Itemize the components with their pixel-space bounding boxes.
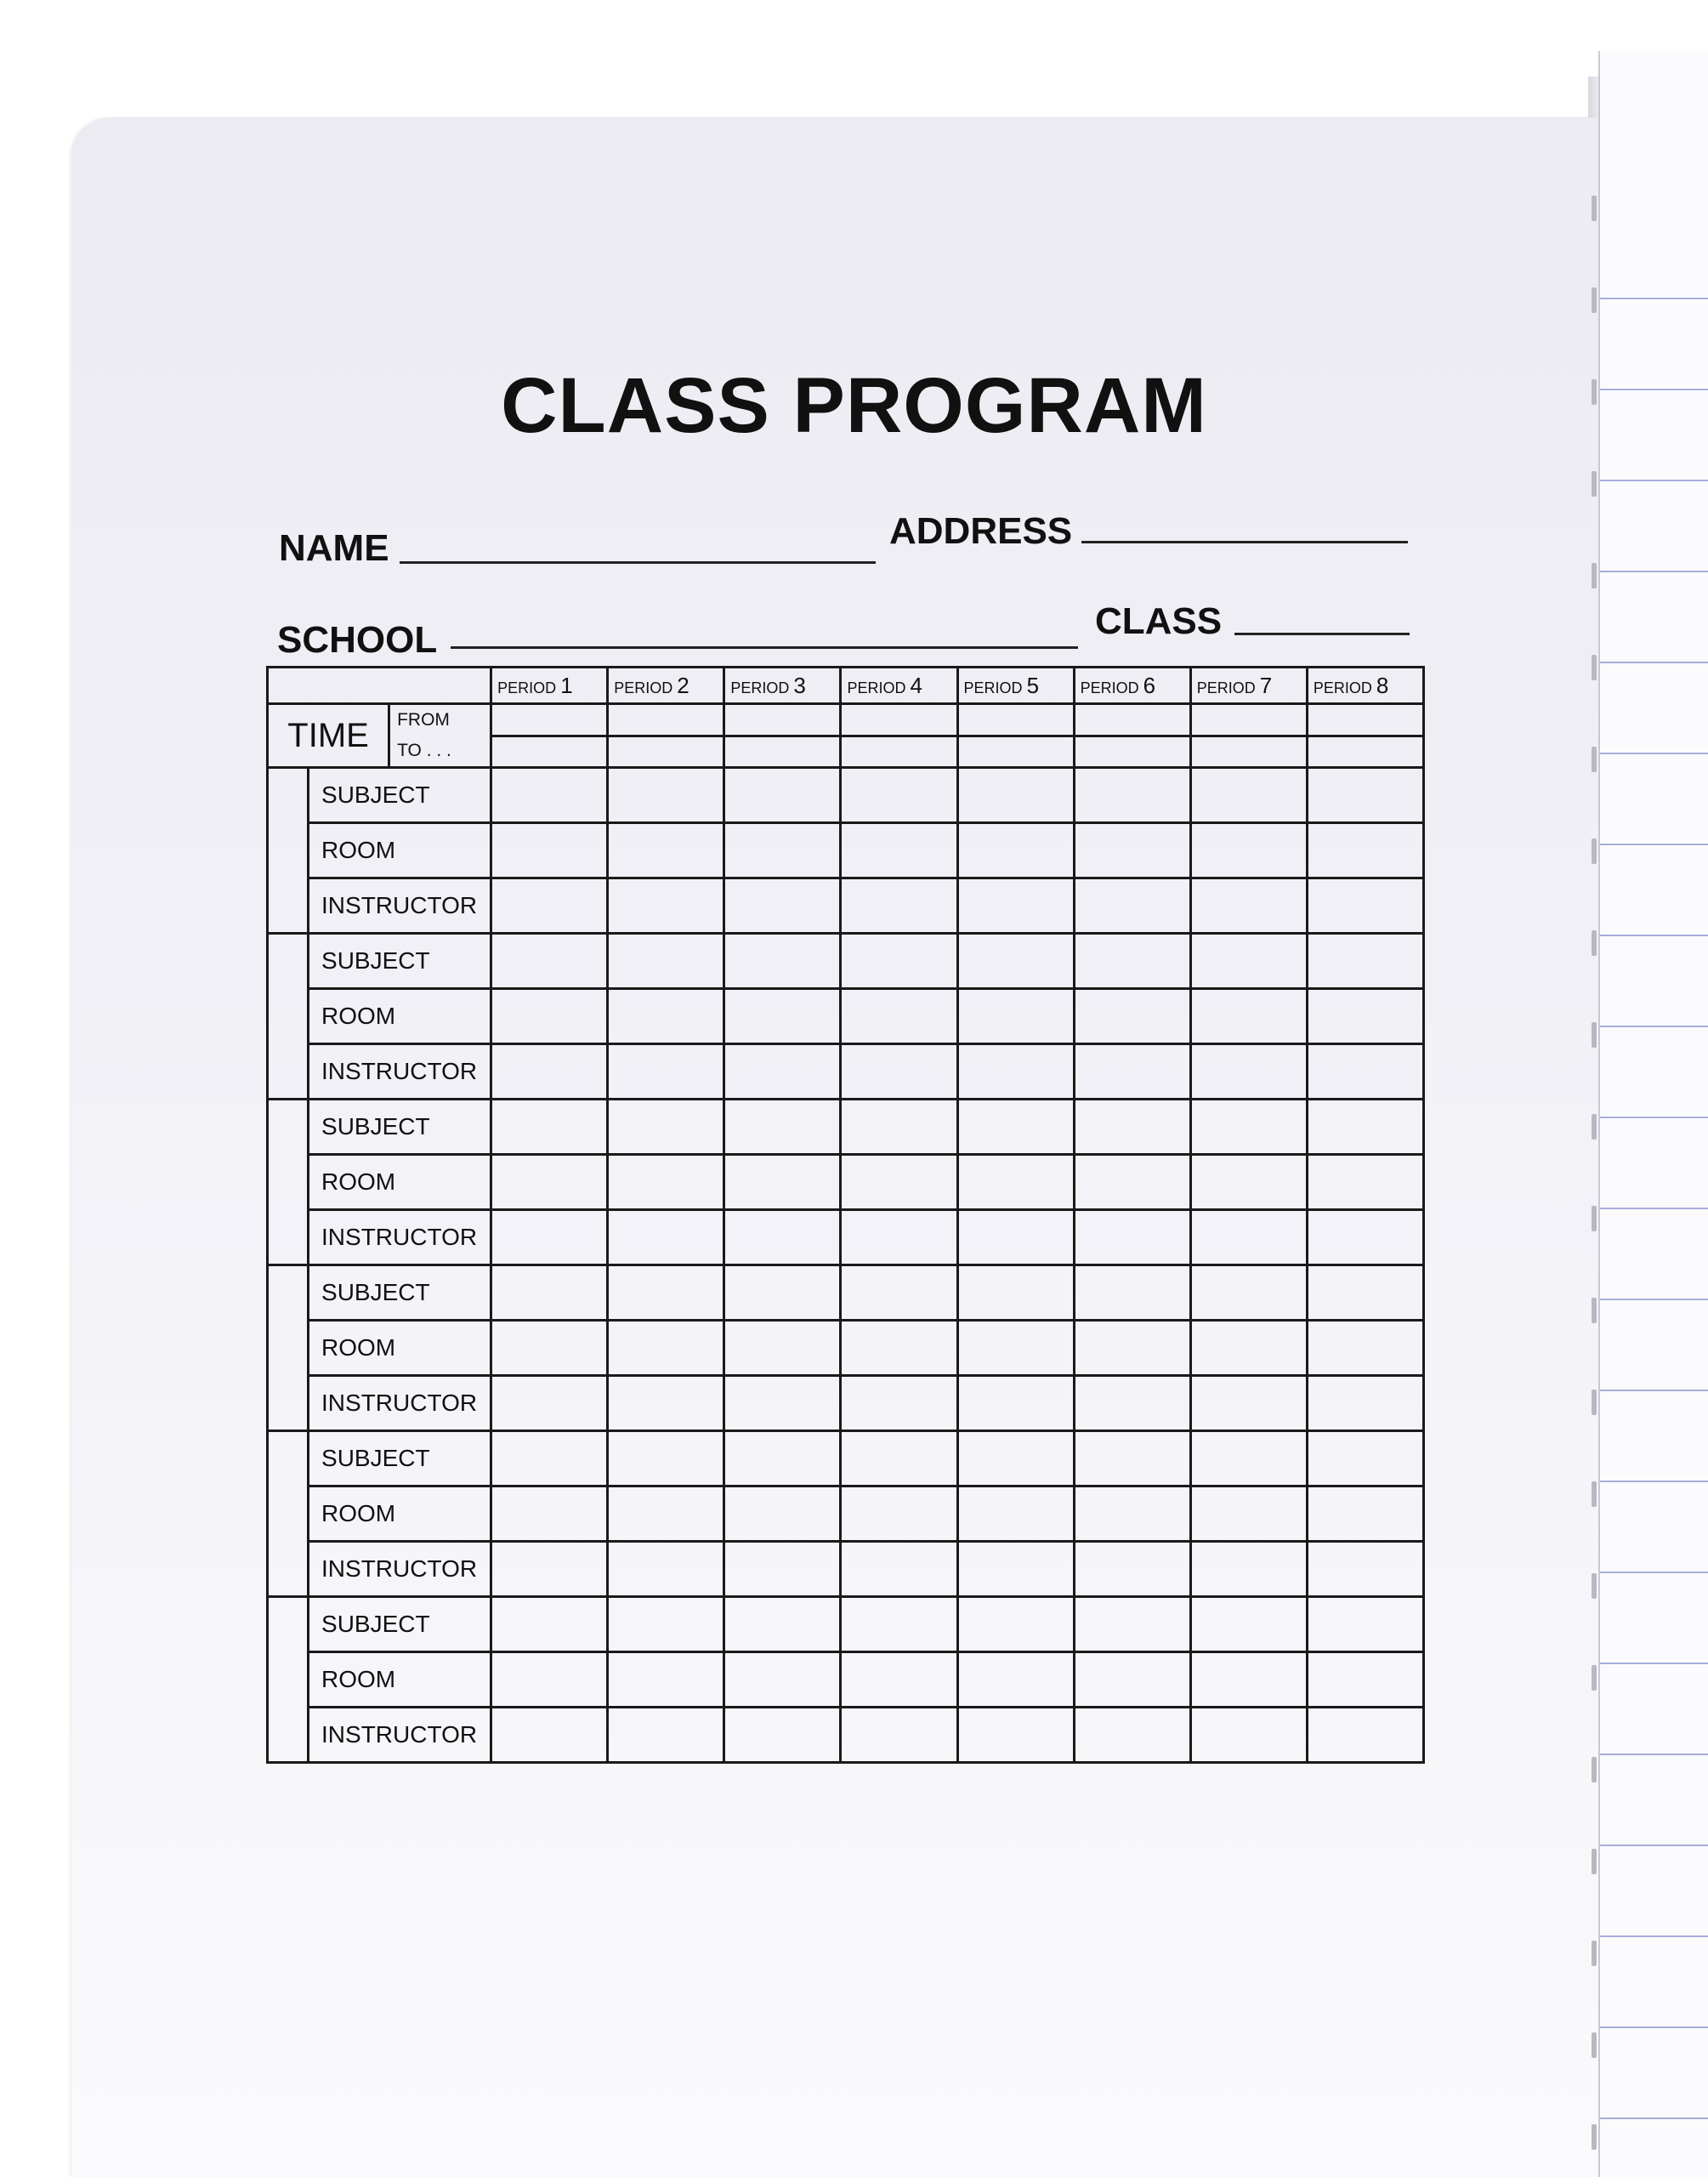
- period-number: 3: [793, 672, 806, 698]
- schedule-row: [268, 1321, 1424, 1376]
- schedule-cell[interactable]: [1074, 1708, 1190, 1763]
- spine-stitch: [1592, 1849, 1597, 1874]
- day-label-monday: [268, 768, 309, 934]
- schedule-cell[interactable]: [1074, 1431, 1190, 1486]
- ruled-line: [1600, 1208, 1708, 1209]
- schedule-cell[interactable]: [841, 1708, 957, 1763]
- spine-stitch: [1592, 1757, 1597, 1782]
- schedule-cell[interactable]: [724, 1431, 841, 1486]
- name-label: NAME: [279, 527, 389, 569]
- row-label-subject: SUBJECT: [309, 1100, 491, 1155]
- spine-stitch: [1592, 1298, 1597, 1323]
- schedule-cell[interactable]: [1307, 768, 1423, 823]
- day-label-wednesday: [268, 1100, 309, 1265]
- schedule-cell[interactable]: [957, 1376, 1074, 1431]
- schedule-cell[interactable]: [1074, 1321, 1190, 1376]
- ruled-line: [1600, 480, 1708, 481]
- schedule-cell[interactable]: [1307, 1431, 1423, 1486]
- period-label: PERIOD: [730, 679, 790, 696]
- schedule-cell[interactable]: [608, 1210, 724, 1265]
- schedule-cell[interactable]: [841, 1376, 957, 1431]
- spine-stitch: [1592, 1114, 1597, 1140]
- period-header-8: [1307, 668, 1423, 704]
- schedule-cell[interactable]: [841, 1542, 957, 1597]
- ruled-line: [1600, 2117, 1708, 2119]
- period-label: PERIOD: [1196, 679, 1256, 696]
- schedule-cell[interactable]: [491, 1100, 608, 1155]
- ruled-line: [1600, 1754, 1708, 1755]
- time-to-cell-5[interactable]: [957, 736, 1074, 768]
- schedule-cell[interactable]: [724, 878, 841, 934]
- schedule-cell[interactable]: [608, 1486, 724, 1542]
- ruled-line: [1600, 1935, 1708, 1937]
- row-label-subject: SUBJECT: [309, 1265, 491, 1321]
- schedule-cell[interactable]: [608, 1265, 724, 1321]
- schedule-cell[interactable]: [608, 1597, 724, 1652]
- spine-stitch: [1592, 1390, 1597, 1415]
- schedule-cell[interactable]: [957, 1431, 1074, 1486]
- period-number: 8: [1376, 672, 1389, 698]
- schedule-cell[interactable]: [957, 1044, 1074, 1100]
- schedule-cell[interactable]: [841, 823, 957, 878]
- row-label-room: ROOM: [309, 989, 491, 1044]
- schedule-cell[interactable]: [608, 1542, 724, 1597]
- schedule-cell[interactable]: [608, 1321, 724, 1376]
- schedule-cell[interactable]: [491, 1542, 608, 1597]
- to-label: TO . . .: [397, 741, 451, 760]
- time-from-cell-4[interactable]: [841, 704, 957, 736]
- row-label-instructor: INSTRUCTOR: [309, 1376, 491, 1431]
- ruled-line: [1600, 2026, 1708, 2028]
- schedule-row: [268, 989, 1424, 1044]
- schedule-cell[interactable]: [1074, 1100, 1190, 1155]
- ruled-line: [1600, 1844, 1708, 1846]
- schedule-cell[interactable]: [491, 1376, 608, 1431]
- schedule-cell[interactable]: [1190, 1597, 1307, 1652]
- schedule-cell[interactable]: [1074, 1652, 1190, 1708]
- schedule-cell[interactable]: [491, 1321, 608, 1376]
- schedule-cell[interactable]: [1307, 1652, 1423, 1708]
- period-header-4: [841, 668, 957, 704]
- address-label: ADDRESS: [889, 510, 1073, 552]
- row-label-room: ROOM: [309, 1155, 491, 1210]
- time-from-cell-3[interactable]: [724, 704, 841, 736]
- schedule-cell[interactable]: [1074, 989, 1190, 1044]
- schedule-row: [268, 1376, 1424, 1431]
- header-corner: [268, 668, 491, 704]
- schedule-cell[interactable]: [957, 823, 1074, 878]
- schedule-row: [268, 1542, 1424, 1597]
- schedule-cell[interactable]: [724, 1652, 841, 1708]
- schedule-cell[interactable]: [608, 934, 724, 989]
- schedule-cell[interactable]: [957, 1155, 1074, 1210]
- schedule-cell[interactable]: [841, 768, 957, 823]
- schedule-cell[interactable]: [841, 1155, 957, 1210]
- schedule-cell[interactable]: [608, 989, 724, 1044]
- schedule-row: [268, 1155, 1424, 1210]
- spine-stitch: [1592, 379, 1597, 405]
- schedule-cell[interactable]: [1307, 1155, 1423, 1210]
- schedule-cell[interactable]: [957, 1100, 1074, 1155]
- schedule-cell[interactable]: [724, 1376, 841, 1431]
- period-label: PERIOD: [963, 679, 1023, 696]
- schedule-cell[interactable]: [491, 1155, 608, 1210]
- schedule-cell[interactable]: [724, 1100, 841, 1155]
- period-header-2: [608, 668, 724, 704]
- schedule-cell[interactable]: [957, 1597, 1074, 1652]
- schedule-row: [268, 878, 1424, 934]
- schedule-cell[interactable]: [724, 768, 841, 823]
- period-label: PERIOD: [1080, 679, 1139, 696]
- schedule-cell[interactable]: [1307, 1486, 1423, 1542]
- row-label-subject: SUBJECT: [309, 934, 491, 989]
- row-label-room: ROOM: [309, 1486, 491, 1542]
- schedule-cell[interactable]: [1074, 1210, 1190, 1265]
- period-label: PERIOD: [847, 679, 906, 696]
- schedule-cell[interactable]: [841, 1044, 957, 1100]
- ruled-line: [1600, 1481, 1708, 1482]
- schedule-cell[interactable]: [1190, 1321, 1307, 1376]
- schedule-cell[interactable]: [1190, 1210, 1307, 1265]
- page-title: CLASS PROGRAM: [501, 362, 1207, 449]
- schedule-cell[interactable]: [1307, 1376, 1423, 1431]
- schedule-cell[interactable]: [957, 934, 1074, 989]
- time-from-cell-8[interactable]: [1307, 704, 1423, 736]
- name-field[interactable]: [400, 561, 876, 564]
- schedule-row: [268, 1100, 1424, 1155]
- schedule-cell[interactable]: [608, 1652, 724, 1708]
- schedule-cell[interactable]: [1074, 823, 1190, 878]
- class-field[interactable]: [1234, 633, 1410, 635]
- schedule-cell[interactable]: [1074, 1155, 1190, 1210]
- spine-stitch: [1592, 563, 1597, 588]
- spine-stitch: [1592, 2032, 1597, 2058]
- row-label-instructor: INSTRUCTOR: [309, 878, 491, 934]
- row-label-room: ROOM: [309, 1321, 491, 1376]
- schedule-cell[interactable]: [1190, 1100, 1307, 1155]
- row-label-instructor: INSTRUCTOR: [309, 1044, 491, 1100]
- schedule-cell[interactable]: [841, 1486, 957, 1542]
- schedule-row: [268, 1597, 1424, 1652]
- period-header-5: [957, 668, 1074, 704]
- row-label-instructor: INSTRUCTOR: [309, 1708, 491, 1763]
- schedule-cell[interactable]: [724, 823, 841, 878]
- schedule-cell[interactable]: [841, 878, 957, 934]
- schedule-cell[interactable]: [1190, 989, 1307, 1044]
- schedule-cell[interactable]: [841, 934, 957, 989]
- period-header-7: [1190, 668, 1307, 704]
- spine-stitch: [1592, 655, 1597, 680]
- ruled-line: [1600, 844, 1708, 845]
- spine-stitch: [1592, 747, 1597, 772]
- period-header-3: [724, 668, 841, 704]
- from-to-labels: [389, 704, 491, 768]
- period-number: 7: [1259, 672, 1273, 698]
- time-to-cell-6[interactable]: [1074, 736, 1190, 768]
- ruled-line: [1600, 571, 1708, 572]
- schedule-row: [268, 1431, 1424, 1486]
- spine-stitch: [1592, 471, 1597, 497]
- row-label-instructor: INSTRUCTOR: [309, 1542, 491, 1597]
- ruled-line: [1600, 298, 1708, 299]
- schedule-cell[interactable]: [724, 1155, 841, 1210]
- schedule-cell[interactable]: [1190, 1652, 1307, 1708]
- period-number: 5: [1026, 672, 1040, 698]
- period-label: PERIOD: [497, 679, 557, 696]
- schedule-cell[interactable]: [491, 1044, 608, 1100]
- period-header-6: [1074, 668, 1190, 704]
- time-label: TIME: [268, 704, 389, 768]
- schedule-cell[interactable]: [1190, 1044, 1307, 1100]
- ruled-line: [1600, 935, 1708, 936]
- schedule-cell[interactable]: [724, 1044, 841, 1100]
- schedule-cell[interactable]: [724, 1597, 841, 1652]
- schedule-cell[interactable]: [1074, 878, 1190, 934]
- schedule-cell[interactable]: [608, 1708, 724, 1763]
- class-label: CLASS: [1095, 600, 1223, 642]
- schedule-cell[interactable]: [608, 1044, 724, 1100]
- school-label: SCHOOL: [277, 619, 438, 661]
- schedule-cell[interactable]: [1307, 823, 1423, 878]
- schedule-cell[interactable]: [957, 989, 1074, 1044]
- schedule-cell[interactable]: [1074, 1542, 1190, 1597]
- schedule-cell[interactable]: [957, 1652, 1074, 1708]
- schedule-cell[interactable]: [1190, 1265, 1307, 1321]
- ruled-line: [1600, 662, 1708, 663]
- schedule-row: [268, 1708, 1424, 1763]
- schedule-cell[interactable]: [491, 1597, 608, 1652]
- schedule-cell[interactable]: [1307, 1265, 1423, 1321]
- time-from-cell-1[interactable]: [491, 704, 608, 736]
- class-program-table: [266, 666, 1425, 1764]
- schedule-cell[interactable]: [1307, 1542, 1423, 1597]
- period-number: 6: [1143, 672, 1156, 698]
- schedule-cell[interactable]: [491, 1708, 608, 1763]
- schedule-cell[interactable]: [841, 1597, 957, 1652]
- spine-stitch: [1592, 1481, 1597, 1507]
- schedule-row: [268, 1210, 1424, 1265]
- schedule-cell[interactable]: [1190, 1376, 1307, 1431]
- time-to-cell-1[interactable]: [491, 736, 608, 768]
- period-header-row: [268, 668, 1424, 704]
- schedule-cell[interactable]: [724, 1321, 841, 1376]
- schedule-row: [268, 768, 1424, 823]
- schedule-cell[interactable]: [1074, 1265, 1190, 1321]
- schedule-cell[interactable]: [1307, 1321, 1423, 1376]
- time-from-cell-5[interactable]: [957, 704, 1074, 736]
- schedule-cell[interactable]: [491, 934, 608, 989]
- schedule-row: [268, 1265, 1424, 1321]
- schedule-cell[interactable]: [724, 1210, 841, 1265]
- spine-stitch: [1592, 1022, 1597, 1048]
- time-to-cell-8[interactable]: [1307, 736, 1423, 768]
- schedule-cell[interactable]: [1190, 768, 1307, 823]
- schedule-cell[interactable]: [841, 1321, 957, 1376]
- schedule-cell[interactable]: [1074, 1486, 1190, 1542]
- schedule-cell[interactable]: [1307, 1100, 1423, 1155]
- schedule-cell[interactable]: [491, 1652, 608, 1708]
- ruled-line: [1600, 1026, 1708, 1027]
- schedule-cell[interactable]: [1190, 1708, 1307, 1763]
- schedule-cell[interactable]: [1190, 934, 1307, 989]
- schedule-row: [268, 1044, 1424, 1100]
- spine-stitch: [1592, 1665, 1597, 1691]
- spine-stitch: [1592, 287, 1597, 313]
- schedule-cell[interactable]: [1307, 1708, 1423, 1763]
- ruled-line: [1600, 1390, 1708, 1391]
- schedule-cell[interactable]: [957, 1542, 1074, 1597]
- day-label-tuesday: [268, 934, 309, 1100]
- ruled-line: [1600, 1299, 1708, 1300]
- ruled-line: [1600, 1663, 1708, 1664]
- row-label-room: ROOM: [309, 823, 491, 878]
- spine-stitch: [1592, 930, 1597, 956]
- spine-stitch: [1592, 1206, 1597, 1231]
- schedule-cell[interactable]: [1190, 878, 1307, 934]
- row-label-subject: SUBJECT: [309, 1431, 491, 1486]
- row-label-subject: SUBJECT: [309, 1597, 491, 1652]
- schedule-cell[interactable]: [491, 1210, 608, 1265]
- address-field[interactable]: [1081, 541, 1408, 543]
- schedule-cell[interactable]: [957, 1486, 1074, 1542]
- period-label: PERIOD: [1313, 679, 1372, 696]
- schedule-cell[interactable]: [1190, 1431, 1307, 1486]
- schedule-cell[interactable]: [724, 989, 841, 1044]
- schedule-cell[interactable]: [1307, 1044, 1423, 1100]
- schedule-cell[interactable]: [1190, 1542, 1307, 1597]
- school-field[interactable]: [451, 646, 1078, 649]
- day-label-saturday: [268, 1597, 309, 1763]
- schedule-row: [268, 1486, 1424, 1542]
- spine-stitch: [1592, 1941, 1597, 1966]
- schedule-cell[interactable]: [724, 1708, 841, 1763]
- row-label-subject: SUBJECT: [309, 768, 491, 823]
- schedule-cell[interactable]: [957, 1210, 1074, 1265]
- schedule-cell[interactable]: [608, 878, 724, 934]
- schedule-cell[interactable]: [841, 1431, 957, 1486]
- ruled-line: [1600, 1117, 1708, 1118]
- schedule-cell[interactable]: [957, 1321, 1074, 1376]
- schedule-cell[interactable]: [491, 768, 608, 823]
- schedule-cell[interactable]: [841, 1265, 957, 1321]
- time-from-row: [268, 704, 1424, 736]
- day-label-thursday: [268, 1265, 309, 1431]
- period-number: 1: [560, 672, 573, 698]
- period-label: PERIOD: [614, 679, 673, 696]
- schedule-cell[interactable]: [1074, 934, 1190, 989]
- schedule-cell[interactable]: [841, 1100, 957, 1155]
- schedule-cell[interactable]: [957, 768, 1074, 823]
- schedule-cell[interactable]: [608, 1155, 724, 1210]
- schedule-row: [268, 1652, 1424, 1708]
- schedule-cell[interactable]: [1074, 1376, 1190, 1431]
- schedule-cell[interactable]: [1190, 1486, 1307, 1542]
- schedule-cell[interactable]: [491, 1431, 608, 1486]
- period-number: 2: [677, 672, 689, 698]
- schedule-cell[interactable]: [491, 1265, 608, 1321]
- schedule-row: [268, 934, 1424, 989]
- time-to-cell-2[interactable]: [608, 736, 724, 768]
- time-to-cell-7[interactable]: [1190, 736, 1307, 768]
- schedule-cell[interactable]: [1074, 1597, 1190, 1652]
- ruled-line: [1600, 1572, 1708, 1573]
- ruled-line: [1600, 753, 1708, 754]
- day-label-friday: [268, 1431, 309, 1597]
- row-label-instructor: INSTRUCTOR: [309, 1210, 491, 1265]
- schedule-cell[interactable]: [1190, 823, 1307, 878]
- schedule-cell[interactable]: [608, 1100, 724, 1155]
- schedule-cell[interactable]: [491, 823, 608, 878]
- spine-stitch: [1592, 2124, 1597, 2150]
- schedule-cell[interactable]: [491, 1486, 608, 1542]
- period-number: 4: [910, 672, 922, 698]
- schedule-cell[interactable]: [491, 989, 608, 1044]
- schedule-cell[interactable]: [724, 934, 841, 989]
- time-from-cell-6[interactable]: [1074, 704, 1190, 736]
- time-from-cell-2[interactable]: [608, 704, 724, 736]
- schedule-cell[interactable]: [724, 1542, 841, 1597]
- schedule-row: [268, 823, 1424, 878]
- schedule-cell[interactable]: [841, 1652, 957, 1708]
- schedule-cell[interactable]: [1307, 878, 1423, 934]
- schedule-cell[interactable]: [1307, 989, 1423, 1044]
- row-label-room: ROOM: [309, 1652, 491, 1708]
- schedule-cell[interactable]: [608, 768, 724, 823]
- schedule-cell[interactable]: [491, 878, 608, 934]
- time-from-cell-7[interactable]: [1190, 704, 1307, 736]
- schedule-cell[interactable]: [608, 1376, 724, 1431]
- schedule-cell[interactable]: [608, 823, 724, 878]
- spine-stitch: [1592, 196, 1597, 221]
- schedule-cell[interactable]: [1074, 768, 1190, 823]
- schedule-cell[interactable]: [957, 878, 1074, 934]
- schedule-cell[interactable]: [1307, 934, 1423, 989]
- time-to-cell-3[interactable]: [724, 736, 841, 768]
- spine-stitch: [1592, 838, 1597, 864]
- spine-stitch: [1592, 1573, 1597, 1599]
- schedule-cell[interactable]: [608, 1431, 724, 1486]
- schedule-cell[interactable]: [841, 989, 957, 1044]
- time-to-cell-4[interactable]: [841, 736, 957, 768]
- schedule-cell[interactable]: [1074, 1044, 1190, 1100]
- from-label: FROM: [397, 710, 450, 730]
- schedule-cell[interactable]: [841, 1210, 957, 1265]
- schedule-cell[interactable]: [1190, 1155, 1307, 1210]
- schedule-cell[interactable]: [1307, 1597, 1423, 1652]
- schedule-cell[interactable]: [957, 1265, 1074, 1321]
- schedule-cell[interactable]: [1307, 1210, 1423, 1265]
- period-header-1: [491, 668, 608, 704]
- schedule-cell[interactable]: [724, 1486, 841, 1542]
- schedule-cell[interactable]: [724, 1265, 841, 1321]
- schedule-cell[interactable]: [957, 1708, 1074, 1763]
